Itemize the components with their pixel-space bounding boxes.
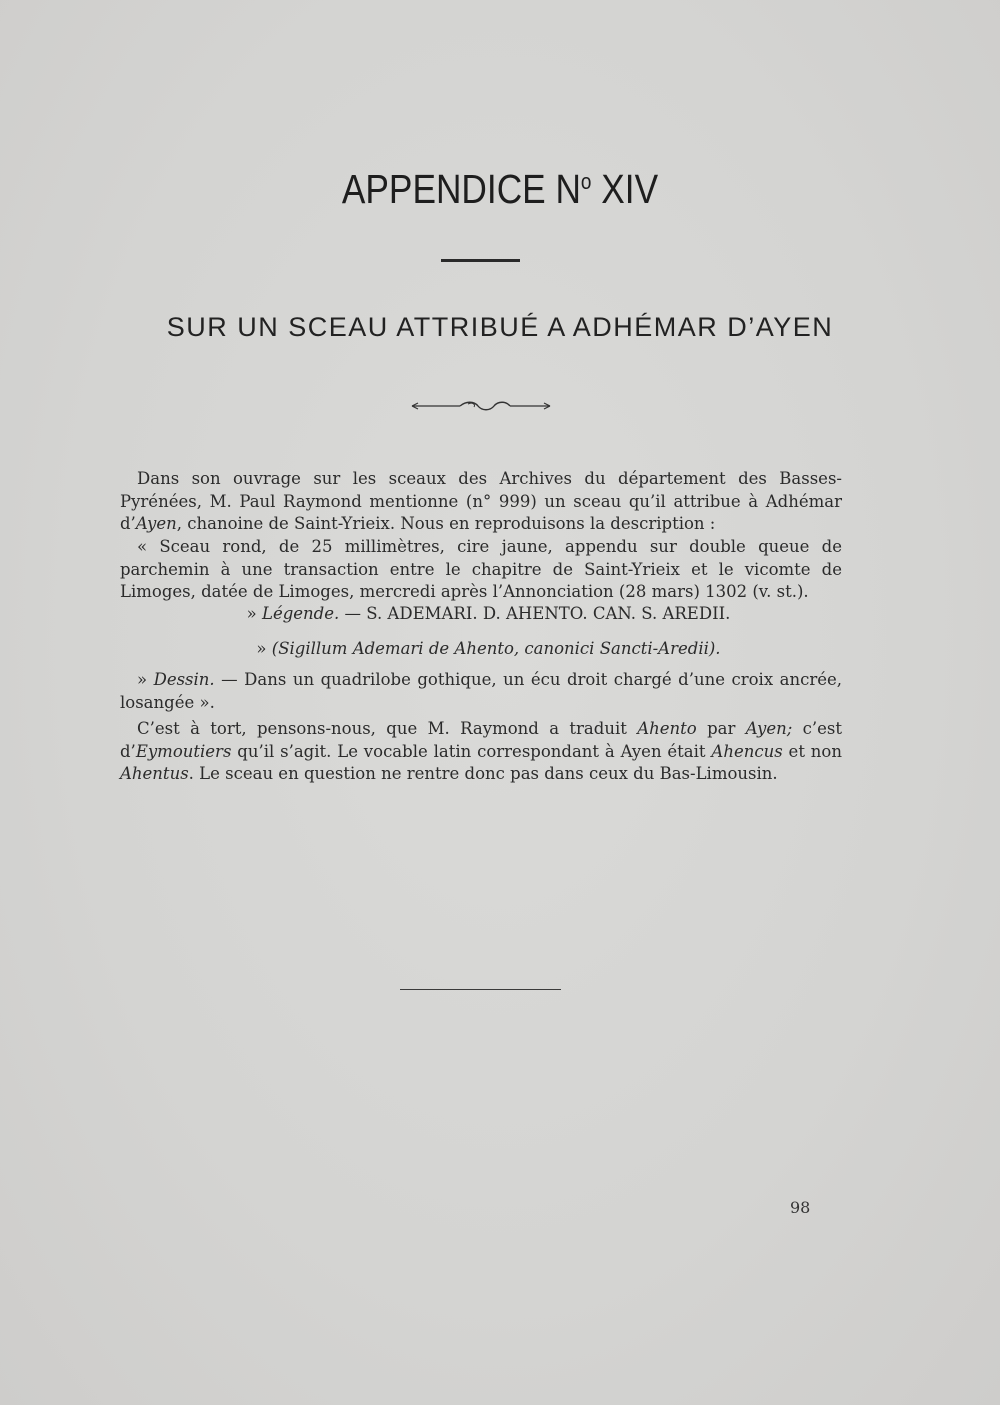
page-subtitle: SUR UN SCEAU ATTRIBUÉ A ADHÉMAR D’AYEN (166, 312, 834, 342)
ornament-divider (410, 398, 552, 414)
paragraph-conclusion: C’est à tort, pensons-nous, que M. Raymond a traduit Ahento par Ayen; c’est d’Eymoutiers qu’il s’agit. Le vocable latin correspondant à Ayen était Ahencus et non Ahentus. Le sceau en question ne rentre donc pas dans ceux du Bas-Limousin. (120, 719, 843, 783)
page-title: APPENDICE $N^o$ XIV (341, 166, 659, 212)
paragraph-intro: Dans son ouvrage sur les sceaux des Archives du département des Basses-Pyrénées, M. Paul Raymond mentionne (n° 999) un sceau qu’il attribue à Adhémar d’Ayen, chanoine de Saint-Yrieix. Nous en reproduisons la description : (120, 469, 842, 533)
paragraph-legend: » Légende. — S. ADEMARI. D. AHENTO. CAN. S. AREDII. (246, 604, 731, 623)
end-rule (400, 989, 561, 990)
title-rule (441, 259, 520, 262)
paragraph-legend-translation: » (Sigillum Ademari de Ahento, canonici Sancti-Aredii). (256, 639, 721, 658)
paragraph-drawing: » Dessin. — Dans un quadrilobe gothique, un écu droit chargé d’une croix ancrée, losangée ». (120, 670, 842, 712)
paragraph-quote-description: « Sceau rond, de 25 millimètres, cire jaune, appendu sur double queue de parchemin à une transaction entre le chapitre de Saint-Yrieix et le vicomte de Limoges, datée de Limoges, mercredi après l’Annonciation (28 mars) 1302 (v. st.). (120, 537, 842, 601)
page-number: 98 (790, 1198, 811, 1217)
